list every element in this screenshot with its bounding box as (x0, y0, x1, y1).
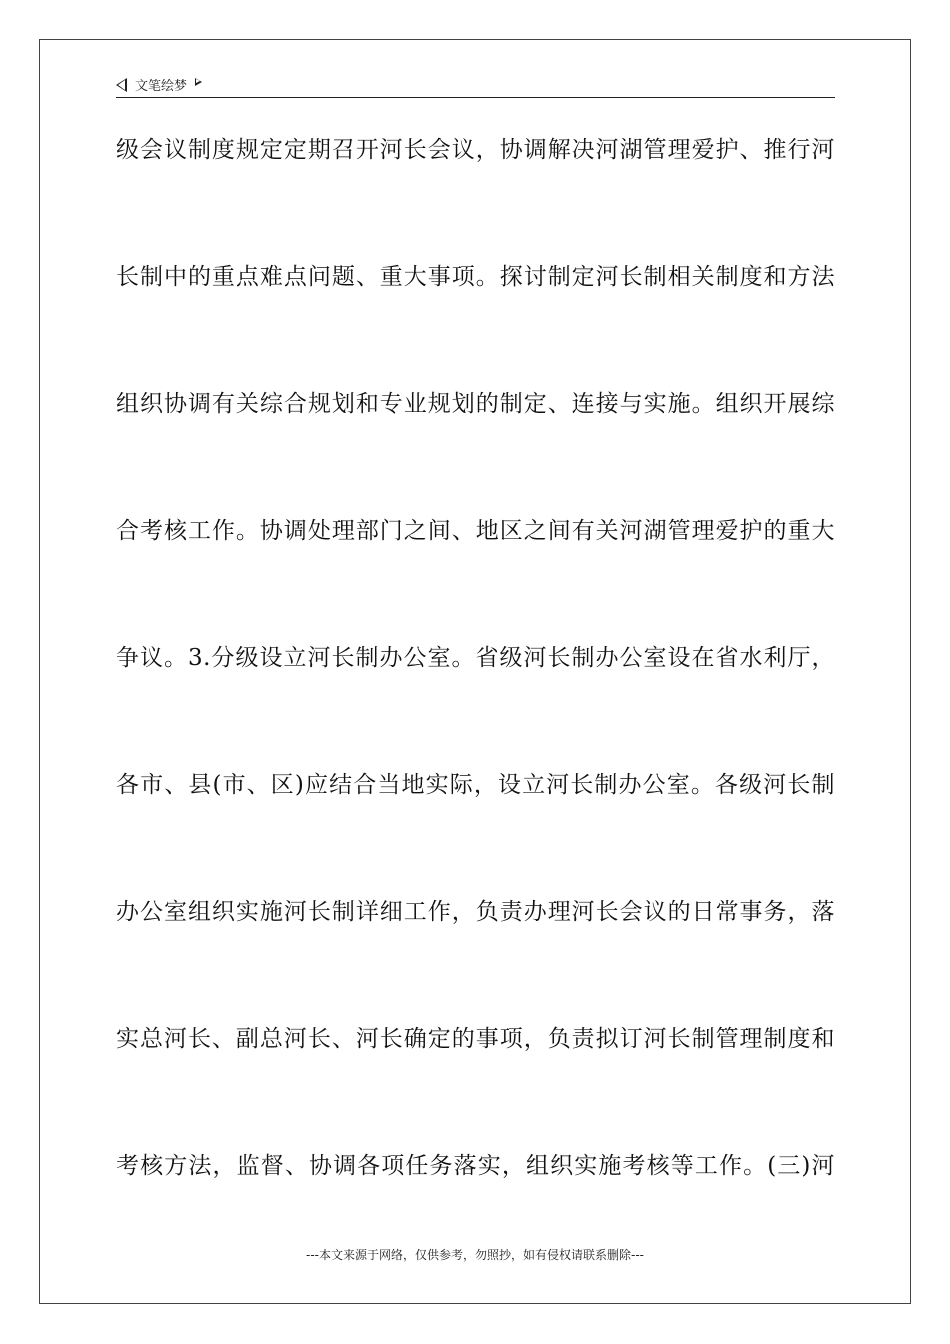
text-line: 组织协调有关综合规划和专业规划的制定、连接与实施。组织开展综 (116, 391, 835, 417)
text-line: 长制中的重点难点问题、重大事项。探讨制定河长制相关制度和方法 (116, 264, 835, 290)
page-footer: ---本文来源于网络，仅供参考，勿照抄，如有侵权请联系删除--- (306, 1248, 644, 1262)
text-line: 各市、县(市、区)应结合当地实际，设立河长制办公室。各级河长制 (116, 772, 835, 798)
header-title: 文笔绘梦 (135, 79, 188, 94)
page-header (116, 72, 835, 98)
body-text (116, 128, 835, 1271)
triangle-left-icon (116, 78, 127, 92)
text-line: 实总河长、副总河长、河长确定的事项，负责拟订河长制管理制度和 (116, 1026, 835, 1052)
text-line: 合考核工作。协调处理部门之间、地区之间有关河湖管理爱护的重大 (116, 518, 835, 544)
text-line: 考核方法，监督、协调各项任务落实，组织实施考核等工作。(三)河 (116, 1153, 835, 1179)
text-line: 办公室组织实施河长制详细工作，负责办理河长会议的日常事务，落 (116, 899, 835, 925)
triangle-right-icon (195, 78, 202, 86)
text-line: 级会议制度规定定期召开河长会议，协调解决河湖管理爱护、推行河 (116, 137, 835, 163)
text-line: 争议。3.分级设立河长制办公室。省级河长制办公室设在省水利厅， (116, 645, 835, 671)
